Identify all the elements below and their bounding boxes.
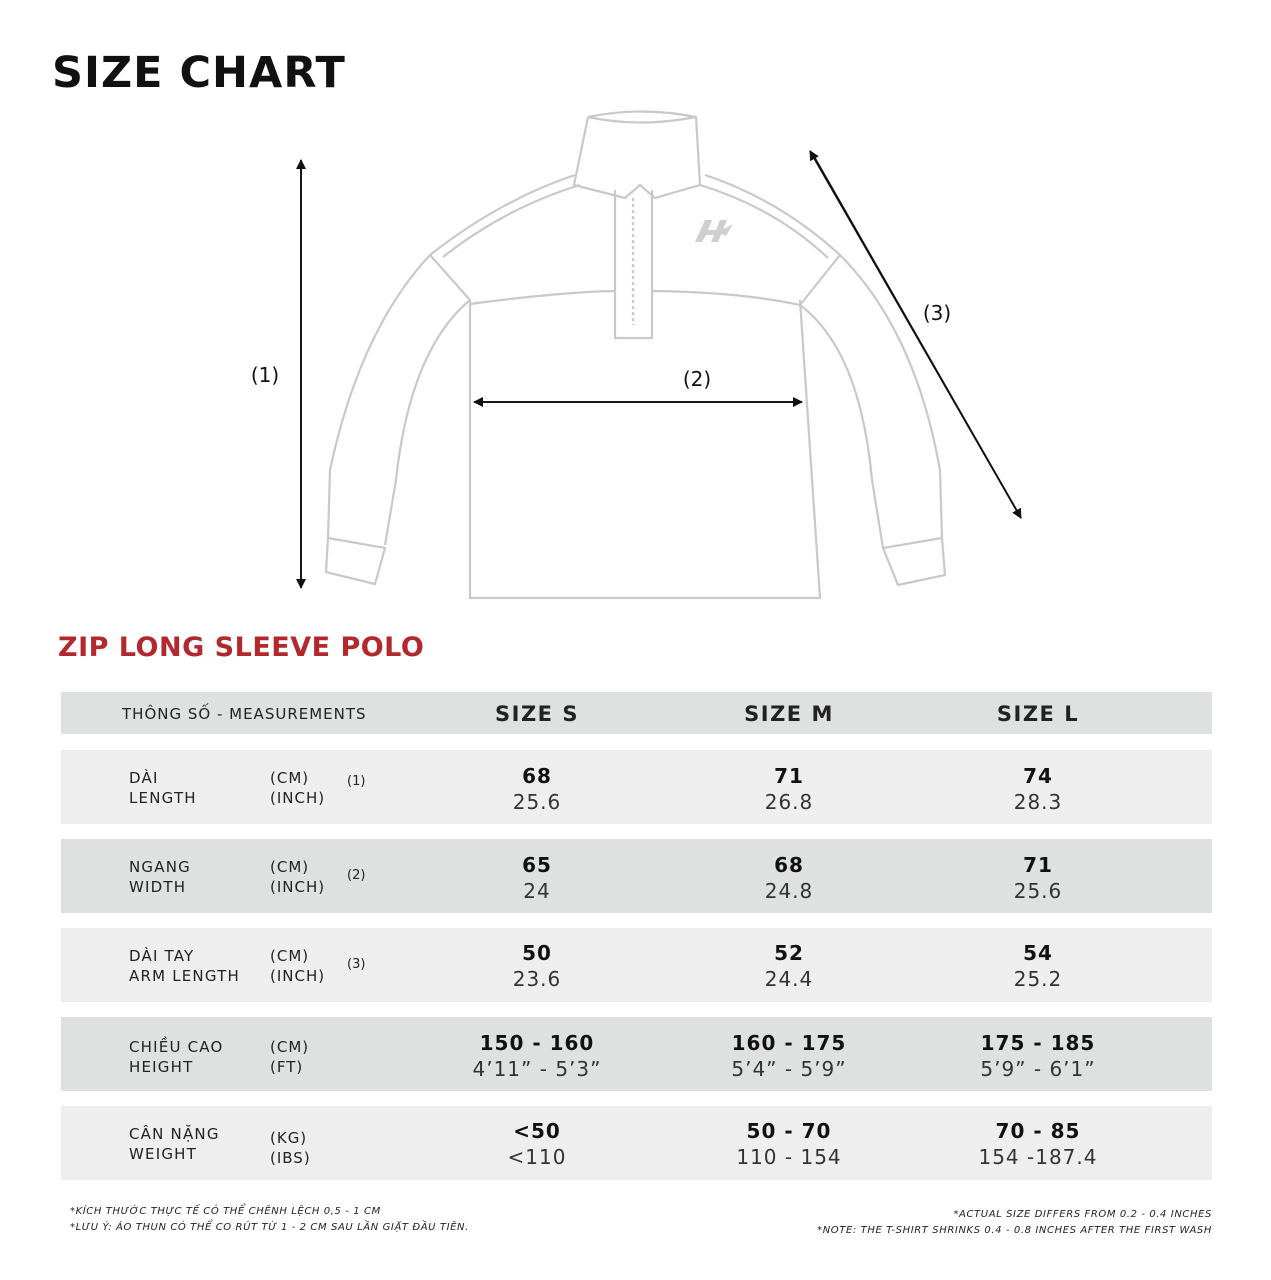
cell-size-m: 71 26.8 (764, 764, 814, 814)
cell-size-s: 68 25.6 (512, 764, 562, 814)
cell-size-s: <50 <110 (507, 1119, 567, 1169)
table-row-arm-length (61, 928, 1212, 1002)
brand-logo (695, 220, 733, 242)
size-s-header: SIZE S (495, 702, 579, 726)
row-units: (CM) (INCH) (270, 769, 326, 807)
cell-size-m: 68 24.8 (764, 853, 814, 903)
size-m-header: SIZE M (744, 702, 834, 726)
row-label: NGANG WIDTH (129, 858, 191, 896)
row-label: CHIỀU CAO HEIGHT (129, 1038, 224, 1076)
page-title: SIZE CHART (52, 48, 346, 98)
cell-size-l: 175 - 185 5’9” - 6’1” (980, 1031, 1096, 1081)
cell-size-s: 65 24 (522, 853, 552, 903)
table-row-weight (61, 1106, 1212, 1180)
cell-size-s: 150 - 160 4’11” - 5’3” (472, 1031, 602, 1081)
row-units: (CM) (INCH) (270, 947, 326, 985)
row-units: (CM) (FT) (270, 1038, 310, 1076)
size-l-header: SIZE L (996, 702, 1080, 726)
cell-size-l: 71 25.6 (1013, 853, 1063, 903)
row-ref: (2) (347, 868, 366, 883)
polo-shirt-outline (326, 112, 945, 599)
table-row-width (61, 839, 1212, 913)
footnote-vietnamese: *KÍCH THƯỚC THỰC TẾ CÓ THỂ CHÊNH LỆCH 0,5 - 1 CM *LƯU Ý: ÁO THUN CÓ THỂ CO RÚT TỪ 1 - 2 CM SAU LẦN GIẶT ĐẦU TIÊN. (70, 1206, 469, 1233)
cell-size-m: 52 24.4 (764, 941, 814, 991)
cell-size-m: 160 - 175 5’4” - 5’9” (731, 1031, 847, 1081)
product-name: ZIP LONG SLEEVE POLO (58, 632, 425, 663)
cell-size-l: 70 - 85 154 -187.4 (978, 1119, 1098, 1169)
row-units: (KG) (IBS) (270, 1129, 311, 1167)
table-row-height (61, 1017, 1212, 1091)
row-label: CÂN NẶNG WEIGHT (129, 1125, 220, 1163)
measurements-header: THÔNG SỐ - MEASUREMENTS (122, 705, 367, 723)
row-units: (CM) (INCH) (270, 858, 326, 896)
label-arm-length: (3) (922, 301, 952, 325)
row-label: DÀI TAY ARM LENGTH (129, 947, 240, 985)
garment-diagram (0, 0, 1271, 620)
label-width: (2) (682, 367, 712, 391)
row-ref: (3) (347, 957, 366, 972)
cell-size-l: 54 25.2 (1013, 941, 1063, 991)
row-ref: (1) (347, 774, 366, 789)
label-length: (1) (250, 363, 280, 387)
cell-size-l: 74 28.3 (1013, 764, 1063, 814)
table-row-length (61, 750, 1212, 824)
table-header (61, 692, 1212, 734)
cell-size-m: 50 - 70 110 - 154 (736, 1119, 842, 1169)
footnote-english: *ACTUAL SIZE DIFFERS FROM 0.2 - 0.4 INCHES *NOTE: THE T-SHIRT SHRINKS 0.4 - 0.8 INCHES AFTER THE FIRST WASH (817, 1209, 1212, 1236)
row-label: DÀI LENGTH (129, 769, 197, 807)
cell-size-s: 50 23.6 (512, 941, 562, 991)
